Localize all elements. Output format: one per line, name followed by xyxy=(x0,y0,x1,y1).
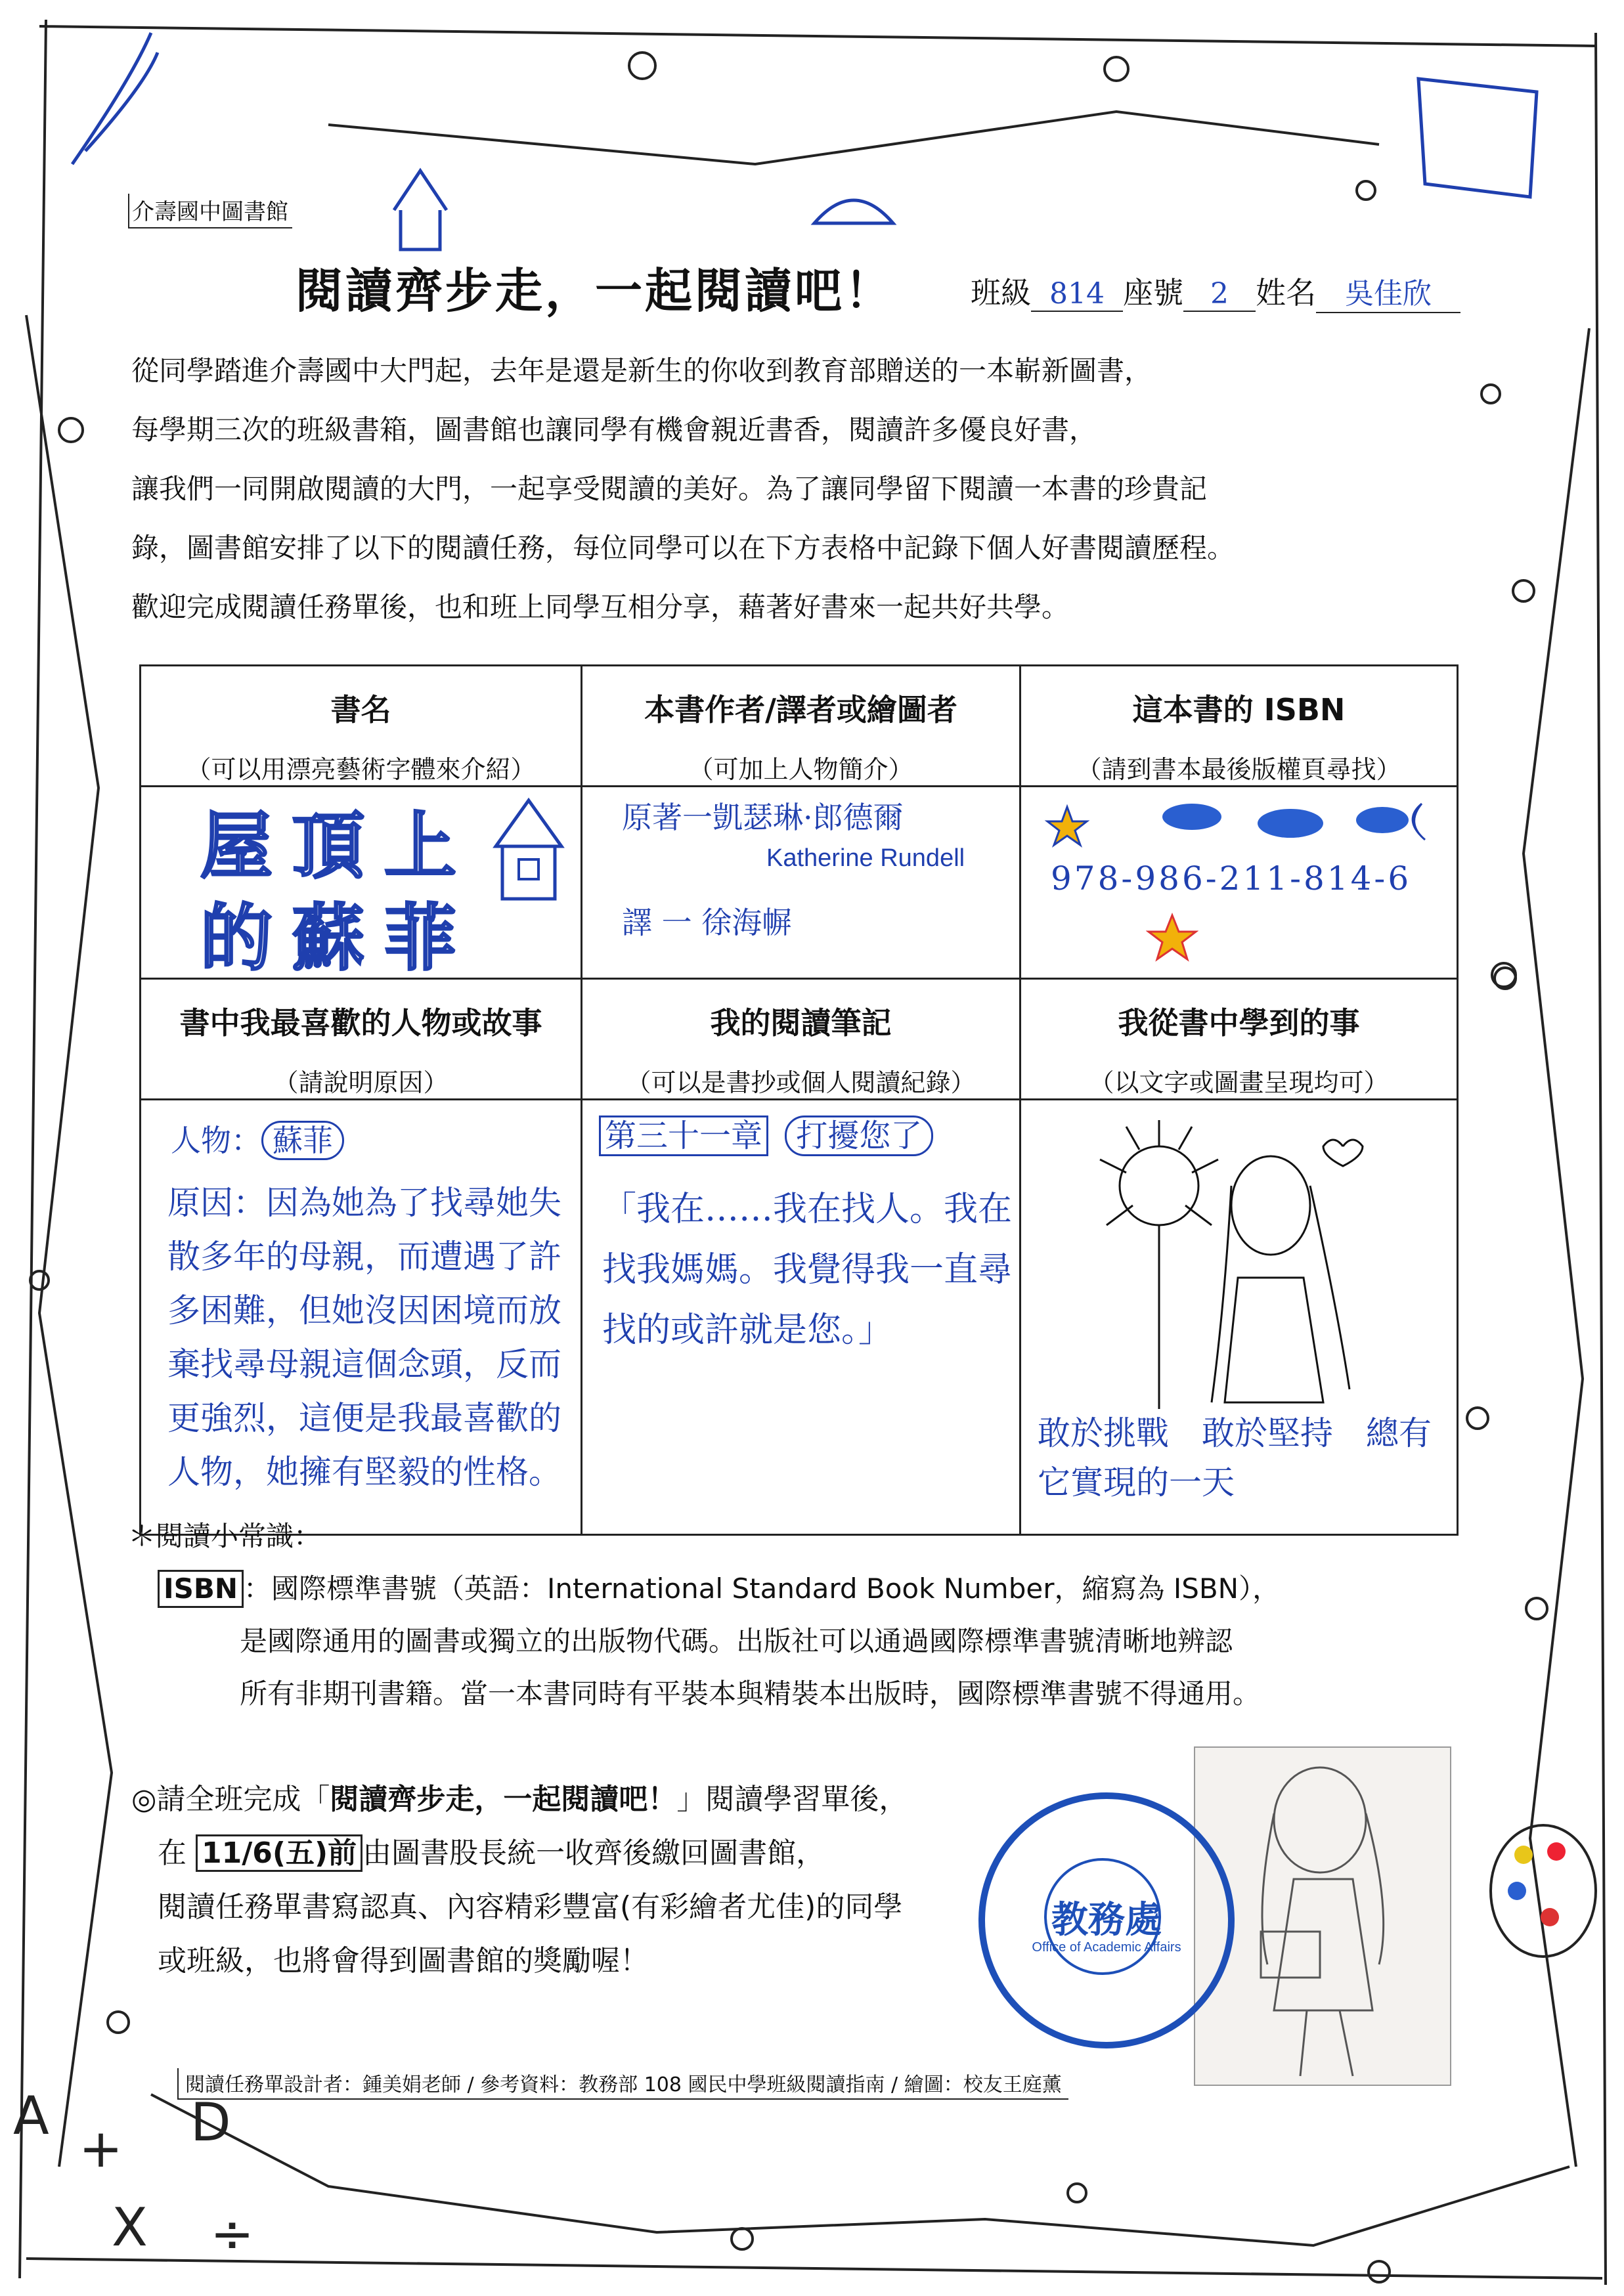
star-icon xyxy=(1146,912,1198,964)
isbn-tag: ISBN xyxy=(158,1570,244,1608)
book-title-line: 的蘇菲 xyxy=(200,896,476,980)
fav-character-name: 蘇菲 xyxy=(261,1121,344,1160)
student-info xyxy=(971,269,1460,313)
notice-title: 閱讀齊步走，一起閱讀吧！ xyxy=(330,1783,677,1816)
deadline: 11/6(五)前 xyxy=(196,1834,362,1872)
svg-text:X: X xyxy=(112,2197,148,2258)
seat-value: 2 xyxy=(1183,277,1256,312)
intro-line: 讓我們一同開啟閱讀的大門，一起享受閱讀的美好。為了讓同學留下閱讀一本書的珍貴記 xyxy=(131,473,1208,505)
notes-cell xyxy=(582,1100,1020,1535)
header-learned: 我從書中學到的事 （以文字或圖畫呈現均可） xyxy=(1020,979,1458,1100)
tips-line: 是國際通用的圖書或獨立的出版物代碼。出版社可以通過國際標準書號清晰地辨認 xyxy=(240,1625,1233,1657)
book-title-cell xyxy=(141,787,582,979)
note-chapter: 第三十一章 xyxy=(599,1116,768,1156)
house-icon xyxy=(483,794,575,905)
star-cloud-doodle-icon xyxy=(1041,794,1448,853)
girl-sunflower-drawing-icon xyxy=(1061,1107,1428,1416)
notice-line: 或班級，也將會得到圖書館的獎勵喔！ xyxy=(158,1944,649,1978)
svg-text:D: D xyxy=(190,2092,231,2153)
notice-line: 閱讀任務單書寫認真、內容精彩豐富(有彩繪者尤佳)的同學 xyxy=(158,1890,903,1924)
stamp-center: 教務處 xyxy=(1051,1899,1162,1941)
intro-paragraph xyxy=(131,341,1458,637)
header-favorite: 書中我最喜歡的人物或故事 （請說明原因） xyxy=(141,979,582,1100)
seat-label: 座號 xyxy=(1123,275,1183,311)
submission-notice: ◎請全班完成「閱讀齊步走，一起閱讀吧！」閱讀學習單後， 在 11/6(五)前 由圖書股長統一收齊後繳回圖書館， 閱讀任務單書寫認真、內容精彩豐富(有彩繪者尤佳)的同學 或班級，也將會得到圖書館的獎勵喔！ xyxy=(131,1773,1182,1988)
header-author: 本書作者/譯者或繪圖者 （可加上人物簡介） xyxy=(582,666,1020,787)
page-title: 閱讀齊步走，一起閱讀吧！ xyxy=(296,263,895,318)
favorite-cell xyxy=(141,1100,582,1535)
intro-line: 歡迎完成閱讀任務單後，也和班上同學互相分享，藉著好書來一起共好共學。 xyxy=(131,591,1070,623)
svg-text:+: + xyxy=(79,2118,123,2179)
isbn-value: 978-986-211-814-6 xyxy=(1051,859,1412,898)
stamp-english: Office of Academic Affairs xyxy=(1032,1940,1181,1955)
tips-line: ：國際標準書號（英語：International Standard Book Number，縮寫為 ISBN）， xyxy=(244,1572,1281,1605)
svg-text:÷: ÷ xyxy=(210,2203,255,2264)
author-english: Katherine Rundell xyxy=(766,844,965,872)
reading-task-table xyxy=(139,664,1459,1536)
intro-line: 從同學踏進介壽國中大門起，去年是還是新生的你收到教育部贈送的一本嶄新圖書， xyxy=(131,355,1152,387)
header-book-title: 書名 （可以用漂亮藝術字體來介紹） xyxy=(141,666,582,787)
fav-character-label: 人物： xyxy=(171,1123,261,1158)
name-value: 吳佳欣 xyxy=(1316,270,1460,313)
tips-line: 所有非期刊書籍。當一本書同時有平裝本與精裝本出版時，國際標準書號不得通用。 xyxy=(240,1678,1261,1710)
class-label: 班級 xyxy=(971,275,1031,311)
footer-credits: 閱讀任務單設計者：鍾美娟老師 / 參考資料：教務部 108 國民中學班級閱讀指南 / 繪圖：校友王庭薰 xyxy=(177,2068,1068,2100)
library-label: 介壽國中圖書館 xyxy=(128,194,292,228)
intro-line: 錄，圖書館安排了以下的閱讀任務，每位同學可以在下方表格中記錄下個人好書閱讀歷程。 xyxy=(131,532,1235,564)
isbn-cell xyxy=(1020,787,1458,979)
translator-name: 譯 一 徐海幈 xyxy=(622,905,793,940)
header-isbn: 這本書的 ISBN （請到書本最後版權頁尋找） xyxy=(1020,666,1458,787)
header-notes: 我的閱讀筆記 （可以是書抄或個人閱讀紀錄） xyxy=(582,979,1020,1100)
tips-heading: ＊閱讀小常識： xyxy=(128,1520,322,1552)
book-title-line: 屋頂上 xyxy=(200,804,476,888)
note-chapter-title: 打擾您了 xyxy=(785,1116,933,1156)
learned-text: 敢於挑戰 敢於堅持 總有它實現的一天 xyxy=(1038,1414,1432,1502)
class-value: 814 xyxy=(1031,277,1123,312)
name-label: 姓名 xyxy=(1256,275,1316,311)
author-name: 原著一凱瑟琳·郎德爾 xyxy=(622,800,904,835)
svg-text:A: A xyxy=(13,2085,49,2146)
learned-cell xyxy=(1020,1100,1458,1535)
reading-tips xyxy=(128,1510,1481,1720)
intro-line: 每學期三次的班級書箱，圖書館也讓同學有機會親近書香，閱讀許多優良好書， xyxy=(131,414,1097,446)
author-cell xyxy=(582,787,1020,979)
fav-reason: 原因：因為她為了找尋她失散多年的母親，而遭遇了許多困難，但她沒因困境而放棄找尋母親這個念頭，反而更強烈，這便是我最喜歡的人物，她擁有堅毅的性格。 xyxy=(167,1184,561,1491)
office-stamp xyxy=(978,1792,1235,2048)
note-text: 「我在……我在找人。我在找我媽媽。我覺得我一直尋找的或許就是您。」 xyxy=(602,1190,1013,1350)
